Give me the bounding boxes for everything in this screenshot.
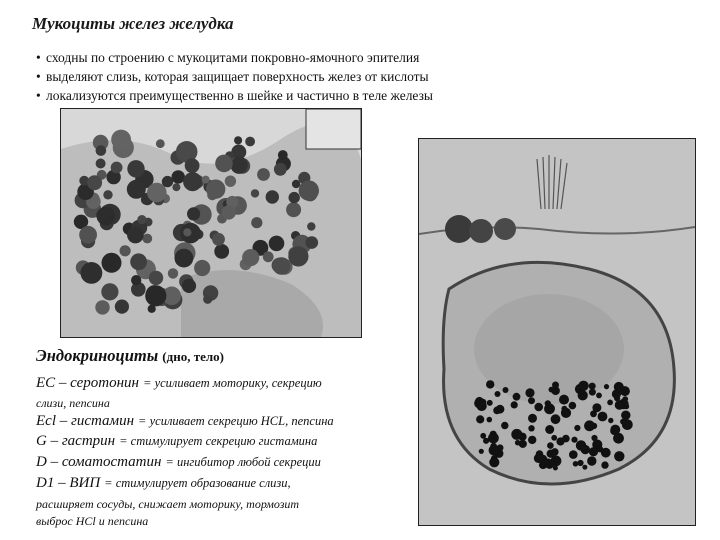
endocrine-granule xyxy=(614,451,624,461)
endocrine-granule xyxy=(552,382,559,389)
endocrine-granule xyxy=(584,420,595,431)
slide-title: Мукоциты желез желудка xyxy=(32,14,234,33)
endocrine-granule xyxy=(582,465,587,470)
secretory-granule xyxy=(242,249,259,266)
endocrine-granule xyxy=(545,425,554,434)
secretory-granule xyxy=(95,300,109,314)
endocrine-granule xyxy=(612,389,621,398)
secretory-granule xyxy=(172,183,180,191)
secretory-granule xyxy=(251,217,262,228)
hormone-d1-cont2: выброс HCl и пепсина xyxy=(36,514,149,528)
endocrine-granule xyxy=(556,437,564,445)
micrograph-endocrinocyte xyxy=(418,138,696,526)
endocrine-granule xyxy=(569,402,577,410)
secretory-granule xyxy=(202,176,210,184)
endocrine-granule xyxy=(597,446,603,452)
endocrine-granule xyxy=(479,449,484,454)
endocrine-granule xyxy=(534,403,543,412)
endocrine-granule xyxy=(576,440,586,450)
endocrine-granule xyxy=(489,457,499,467)
secretory-granule xyxy=(149,271,163,285)
endocrine-granule xyxy=(553,466,558,471)
endocrine-granule xyxy=(622,419,633,430)
secretory-granule xyxy=(96,159,106,169)
secretory-granule xyxy=(307,222,315,230)
secretory-granule xyxy=(131,275,141,285)
endocrine-granule xyxy=(561,406,567,412)
endocrine-granule xyxy=(501,422,508,429)
bullet-list xyxy=(36,48,433,105)
secretory-granule xyxy=(206,180,225,199)
hormone-d1-cont: расширяет сосуды, снижает моторику, тормозит xyxy=(36,497,300,511)
secretory-granule xyxy=(96,145,107,156)
secretory-granule xyxy=(245,137,255,147)
hormone-ec: EC – серотонин = усиливает моторику, секрецию xyxy=(36,375,322,391)
secretory-granule xyxy=(175,249,194,268)
secretory-granule xyxy=(81,262,103,284)
endocrine-granule xyxy=(607,400,613,406)
endocrine-granule xyxy=(547,450,555,458)
endocrine-granule xyxy=(539,461,547,469)
secretory-granule xyxy=(79,226,97,244)
endocrine-granule xyxy=(476,415,484,423)
bullet-dot: • xyxy=(36,69,41,84)
secretory-granule xyxy=(120,245,131,256)
bullet-item: • сходны по строению с мукоцитами покровно-ямочного эпителия xyxy=(36,50,420,65)
secretory-granule xyxy=(215,155,233,173)
endocrine-granule xyxy=(495,391,501,397)
micrograph-mucocytes xyxy=(60,108,362,338)
endocrine-granule xyxy=(486,380,494,388)
endocrine-granule xyxy=(589,389,596,396)
endocrine-granule xyxy=(604,384,609,389)
secretory-granule xyxy=(194,260,210,276)
endocrine-granule xyxy=(545,400,551,406)
endocrine-granule xyxy=(488,433,499,444)
endocrine-granule xyxy=(589,383,596,390)
hormone-d: D – соматостатин = ингибитор любой секреции xyxy=(36,454,321,470)
endocrinocytes-heading xyxy=(36,346,224,366)
secretory-granule xyxy=(222,205,236,219)
secretory-granule xyxy=(183,172,202,191)
endocrine-granule xyxy=(621,411,630,420)
secretory-granule xyxy=(266,190,279,203)
endocrine-granule xyxy=(511,429,522,440)
bullet-item: • выделяют слизь, которая защищает поверхность желез от кислоты xyxy=(36,69,429,84)
secretory-granule xyxy=(182,279,196,293)
secretory-granule xyxy=(234,136,242,144)
endocrine-granule xyxy=(511,401,518,408)
hormone-d1: D1 – ВИП = стимулирует образование слизи, xyxy=(36,475,291,491)
endocrine-granule xyxy=(610,425,620,435)
secretory-granule xyxy=(187,207,200,220)
endocrine-granule xyxy=(528,425,534,431)
hormone-ec-cont: слизи, пепсина xyxy=(36,396,110,410)
secretory-granule xyxy=(168,268,178,278)
endocrine-granule xyxy=(598,412,608,422)
endocrine-granule xyxy=(551,414,561,424)
micrograph-endocrinocyte-image xyxy=(419,139,695,525)
endocrine-granule xyxy=(596,393,602,399)
secretory-granule xyxy=(274,163,287,176)
endocrine-granule xyxy=(590,410,597,417)
hormone-ecl: Ecl – гистамин = усиливает секрецию HCL, пепсина xyxy=(36,413,334,429)
secretory-granule xyxy=(257,168,270,181)
secretory-granule xyxy=(130,253,147,270)
secretory-granule xyxy=(292,180,300,188)
secretory-granule xyxy=(286,202,301,217)
endocrine-granule xyxy=(528,436,536,444)
endocrine-granule xyxy=(615,400,625,410)
endocrine-granule xyxy=(496,405,505,414)
endocrine-granule xyxy=(547,442,554,449)
secretory-granule xyxy=(127,160,144,177)
endocrine-granule xyxy=(574,425,580,431)
bullet-dot: • xyxy=(36,50,41,65)
secretory-granule xyxy=(203,295,212,304)
secretory-granule xyxy=(145,285,166,306)
endocrine-granule xyxy=(608,418,613,423)
endocrine-granule xyxy=(589,447,598,456)
endocrine-granule xyxy=(573,461,579,467)
secretory-granule xyxy=(127,227,144,244)
secretory-granule xyxy=(288,246,308,266)
secretory-granule xyxy=(212,233,225,246)
endocrine-granule xyxy=(515,440,521,446)
secretory-granule xyxy=(172,170,185,183)
secretory-granule xyxy=(87,175,102,190)
secretory-granule xyxy=(263,251,274,262)
endocrine-granule xyxy=(483,438,489,444)
secretory-granule xyxy=(111,130,131,150)
secretory-granule xyxy=(214,244,229,259)
secretory-granule xyxy=(251,189,259,197)
endocrine-granule xyxy=(591,435,597,441)
secretory-granule xyxy=(103,190,112,199)
secretory-granule xyxy=(142,234,152,244)
secretory-granule xyxy=(162,176,173,187)
endocrine-granule xyxy=(587,456,596,465)
secretory-granule xyxy=(225,176,236,187)
endocrine-granule xyxy=(525,388,534,397)
secretory-granule xyxy=(185,158,200,173)
secretory-granule xyxy=(306,236,319,249)
micrograph-mucocytes-image xyxy=(61,109,361,337)
secretory-granule xyxy=(137,215,146,224)
secretory-granule xyxy=(299,180,319,200)
secretory-granule xyxy=(230,157,247,174)
secretory-granule xyxy=(183,228,191,236)
endocrine-granule xyxy=(551,435,557,441)
endocrinocytes-location: (дно, тело) xyxy=(162,349,224,364)
endocrine-granule xyxy=(550,405,555,410)
secretory-granule xyxy=(156,139,165,148)
endocrine-granule xyxy=(569,450,578,459)
bullet-dot: • xyxy=(36,88,41,103)
endocrine-granule xyxy=(487,417,493,423)
hormone-g: G – гастрин = стимулирует секрецию гистамина xyxy=(36,433,318,449)
secretory-granule xyxy=(273,257,291,275)
endocrine-granule xyxy=(601,461,608,468)
endocrine-granule xyxy=(497,444,504,451)
endocrine-granule xyxy=(528,414,537,423)
secretory-granule xyxy=(289,192,300,203)
secretory-granule xyxy=(111,162,123,174)
secretory-granule xyxy=(115,300,129,314)
secretory-granule xyxy=(96,208,109,221)
endocrine-granule xyxy=(528,397,535,404)
bullet-item: • локализуются преимущественно в шейке и частично в теле железы xyxy=(36,88,433,103)
secretory-granule xyxy=(101,283,118,300)
endocrine-granule xyxy=(477,401,487,411)
endocrine-granule xyxy=(571,437,577,443)
secretory-granule xyxy=(102,253,122,273)
secretory-granule xyxy=(278,150,288,160)
endocrine-granule xyxy=(513,393,521,401)
secretory-granule xyxy=(269,236,285,252)
endocrine-granule xyxy=(559,395,569,405)
endocrine-granule xyxy=(578,381,588,391)
endocrine-granule xyxy=(487,400,493,406)
endocrinocytes-title: Эндокриноциты xyxy=(36,346,159,365)
endocrine-granule xyxy=(503,387,509,393)
endocrine-granule xyxy=(577,460,583,466)
